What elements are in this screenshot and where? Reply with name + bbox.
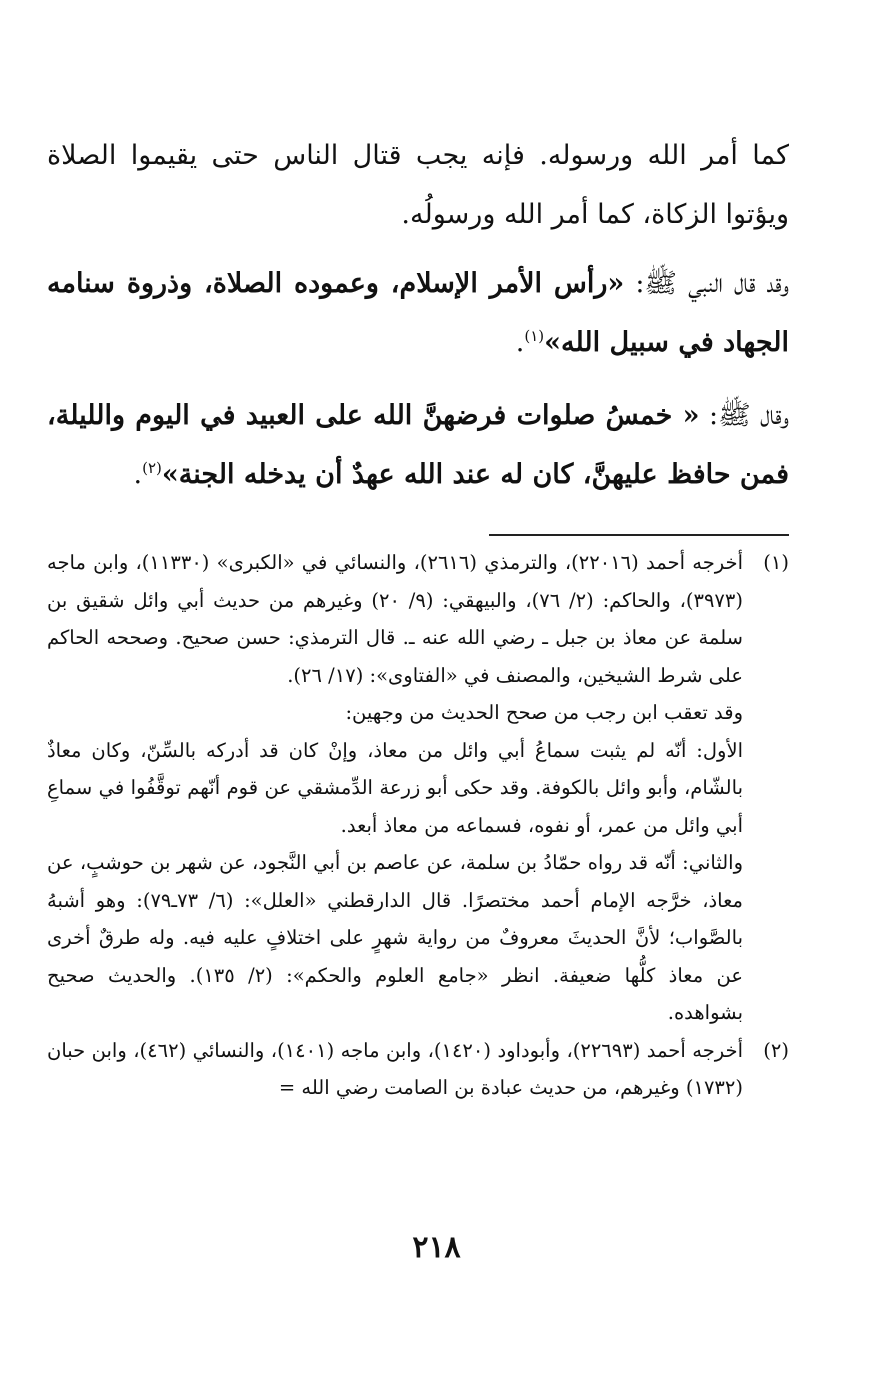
- hadith-quote-1: «رأس الأمر الإسلام، وعموده الصلاة، وذروة سنامه الجهاد في سبيل الله»: [47, 268, 789, 358]
- footnote-2-body: [47, 1032, 743, 1107]
- footnote-separator: [489, 534, 789, 536]
- paragraph-3-intro: وقال ﷺ:: [699, 400, 789, 431]
- footnote-1-critique-first: الأول: أنّه لم يثبت سماعُ أبي وائل من معاذ، وإنْ كان قد أدركه بالسِّنّ، وكان معاذٌ بالشّام، وأبو وائل بالكوفة. وقد حكى أبو زرعة الدِّمشقي عن قوم أنّهم توقَّفُوا في سماعِ أبي وائل من عمر، أو نفوه، فسماعه من معاذ أبعد.: [47, 738, 743, 837]
- footnote-1-critique-second: والثاني: أنّه قد رواه حمّادُ بن سلمة، عن عاصم بن أبي النَّجود، عن شهر بن حوشبٍ، عن معاذ، خرَّجه الإمام أحمد مختصرًا. قال الدارقطني «العلل»: (٦/ ٧٣ـ٧٩): وهو أشبهُ بالصَّواب؛ لأنَّ الحديثَ معروفٌ من رواية شهرٍ على اختلافٍ عليه فيه. وله طرقٌ أخرى عن معاذ كلُّها ضعيفة. انظر «جامع العلوم والحكم»: (٢/ ١٣٥). والحديث صحيح بشواهده.: [47, 851, 743, 1024]
- footnote-2-text: أخرجه أحمد (٢٢٦٩٣)، وأبوداود (١٤٢٠)، وابن ماجه (١٤٠١)، والنسائي (٤٦٢)، وابن حبان (١٧٣٢) وغيرهم، من حديث عبادة بن الصامت رضي الله =: [47, 1038, 743, 1099]
- footnote-1-number: (١): [763, 551, 789, 574]
- main-paragraph-2: [47, 254, 789, 372]
- footnote-2-number: (٢): [763, 1038, 789, 1062]
- footnote-1: [47, 544, 789, 1032]
- footnote-1-body: [47, 544, 743, 1032]
- paragraph-2-end: .: [515, 327, 525, 358]
- footnote-ref-2[interactable]: (٢): [142, 459, 162, 477]
- footnote-1-text: أخرجه أحمد (٢٢٠١٦)، والترمذي (٢٦١٦)، والنسائي في «الكبرى» (١١٣٣٠)، وابن ماجه (٣٩٧٣)، والحاكم: (٢/ ٧٦)، والبيهقي: (٩/ ٢٠) وغيرهم من حديث أبي وائل شقيق بن سلمة عن معاذ بن جبل ـ رضي الله عنه ـ. قال الترمذي: حسن صحيح. وصححه الحاكم على شرط الشيخين، والمصنف في «الفتاوى»: (١٧/ ٢٦).: [47, 551, 743, 687]
- footnote-1-critique-intro: وقد تعقب ابن رجب من صحح الحديث من وجهين:: [345, 701, 743, 724]
- main-paragraph-1: [47, 126, 789, 244]
- page-number: ٢١٨: [412, 1230, 461, 1265]
- footnote-2: [47, 1032, 789, 1107]
- hadith-quote-2: « خمسُ صلوات فرضهنَّ الله على العبيد في اليوم والليلة، فمن حافظ عليهنَّ، كان له عند الله عهدٌ أن يدخله الجنة»: [47, 400, 789, 490]
- footnotes-section: [47, 544, 789, 1107]
- paragraph-2-intro: وقد قال النبي ﷺ:: [624, 268, 789, 299]
- footnote-ref-1[interactable]: (١): [524, 327, 545, 345]
- page-body: [47, 126, 789, 1107]
- paragraph-3-end: .: [133, 459, 143, 490]
- paragraph-1-text: كما أمر الله ورسوله. فإنه يجب قتال الناس حتى يقيموا الصلاة ويؤتوا الزكاة، كما أمر الله ورسولُه.: [47, 140, 789, 230]
- main-paragraph-3: [47, 386, 789, 504]
